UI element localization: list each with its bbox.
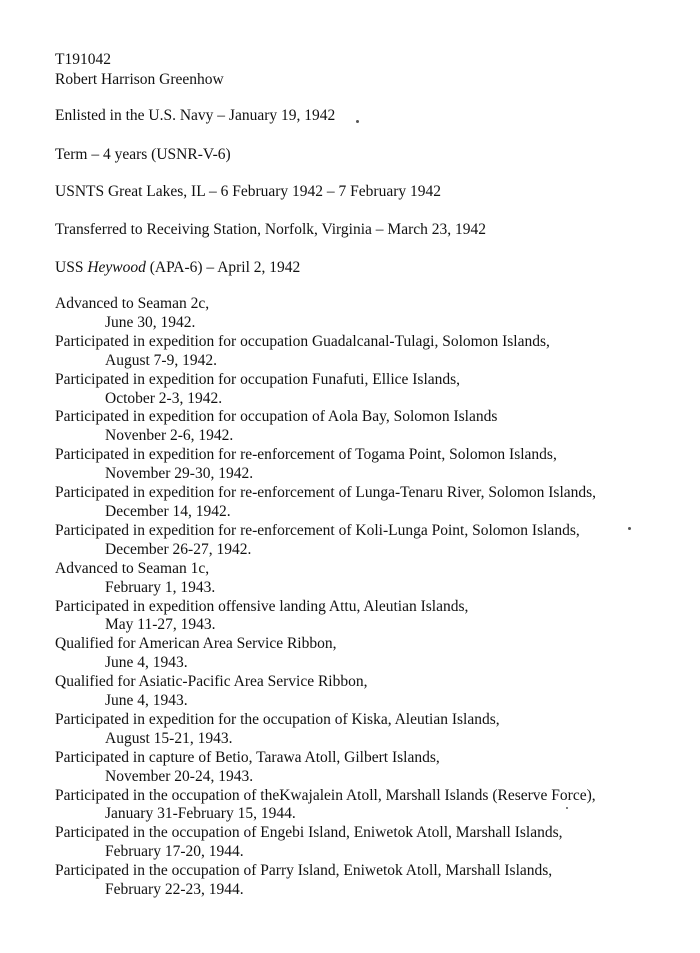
entry-date: January 31-February 15, 1944. <box>105 805 296 823</box>
entry-date: June 4, 1943. <box>105 692 188 710</box>
entry-text: Participated in expedition for re-enforcement of Lunga-Tenaru River, Solomon Islands, <box>55 484 597 502</box>
service-entry <box>55 295 655 333</box>
entry-text: Participated in expedition for occupation of Aola Bay, Solomon Islands <box>55 408 498 426</box>
great-lakes-line: USNTS Great Lakes, IL – 6 February 1942 – 7 February 1942 <box>55 183 441 200</box>
service-entry <box>55 560 655 598</box>
record-id: T191042 <box>55 51 111 68</box>
term-line: Term – 4 years (USNR-V-6) <box>55 146 231 163</box>
entry-text: Participated in expedition for re-enforcement of Togama Point, Solomon Islands, <box>55 446 557 464</box>
entry-date: December 26-27, 1942. <box>105 540 252 558</box>
entry-date: February 1, 1943. <box>105 578 216 596</box>
entry-text: Participated in expedition for occupation Guadalcanal-Tulagi, Solomon Islands, <box>55 332 550 350</box>
service-entry <box>55 787 655 825</box>
enlistment-line: Enlisted in the U.S. Navy – January 19, 1942 <box>55 107 336 124</box>
service-entry <box>55 333 655 371</box>
document-header <box>55 50 224 90</box>
entry-date: Novenber 2-6, 1942. <box>105 427 234 445</box>
transfer-line: Transferred to Receiving Station, Norfolk, Virginia – March 23, 1942 <box>55 221 486 238</box>
service-entries <box>55 295 655 900</box>
entry-date: February 17-20, 1944. <box>105 843 244 861</box>
entry-text: Participated in expedition for occupation Funafuti, Ellice Islands, <box>55 370 461 388</box>
ship-prefix: USS <box>55 259 88 276</box>
entry-date: December 14, 1942. <box>105 502 231 520</box>
ship-name: Heywood <box>87 259 146 276</box>
entry-text: Participated in the occupation of Parry Island, Eniwetok Atoll, Marshall Islands, <box>55 862 553 880</box>
ship-suffix: (APA-6) – April 2, 1942 <box>145 259 301 276</box>
service-entry <box>55 371 655 409</box>
entry-date: August 7-9, 1942. <box>105 351 217 369</box>
service-entry <box>55 824 655 862</box>
service-entry <box>55 711 655 749</box>
service-entry <box>55 635 655 673</box>
entry-text: Qualified for Asiatic-Pacific Area Service Ribbon, <box>55 673 368 691</box>
sailor-name: Robert Harrison Greenhow <box>55 71 224 88</box>
entry-date: June 30, 1942. <box>105 313 196 331</box>
service-entry <box>55 522 655 560</box>
entry-text: Participated in expedition offensive landing Attu, Aleutian Islands, <box>55 597 469 615</box>
entry-date: November 29-30, 1942. <box>105 465 254 483</box>
service-entry <box>55 598 655 636</box>
entry-text: Participated in expedition for re-enforcement of Koli-Lunga Point, Solomon Islands, <box>55 521 580 539</box>
service-entry <box>55 408 655 446</box>
entry-date: February 22-23, 1944. <box>105 881 244 899</box>
scan-speck <box>628 527 631 530</box>
service-entry <box>55 484 655 522</box>
entry-text: Advanced to Seaman 1c, <box>55 559 210 577</box>
entry-date: May 11-27, 1943. <box>105 616 216 634</box>
scan-speck <box>566 807 568 809</box>
entry-text: Participated in the occupation of theKwajalein Atoll, Marshall Islands (Reserve Force), <box>55 786 596 804</box>
scan-speck <box>356 120 359 123</box>
entry-text: Participated in the occupation of Engebi Island, Eniwetok Atoll, Marshall Islands, <box>55 824 563 842</box>
entry-date: November 20-24, 1943. <box>105 767 254 785</box>
entry-text: Participated in capture of Betio, Tarawa Atoll, Gilbert Islands, <box>55 748 440 766</box>
service-entry <box>55 749 655 787</box>
entry-text: Participated in expedition for the occupation of Kiska, Aleutian Islands, <box>55 710 500 728</box>
entry-date: August 15-21, 1943. <box>105 729 233 747</box>
entry-date: June 4, 1943. <box>105 654 188 672</box>
entry-text: Qualified for American Area Service Ribbon, <box>55 635 337 653</box>
service-entry <box>55 673 655 711</box>
ship-assignment-line <box>55 258 300 278</box>
entry-text: Advanced to Seaman 2c, <box>55 295 210 312</box>
entry-date: October 2-3, 1942. <box>105 389 223 407</box>
service-entry <box>55 446 655 484</box>
service-entry <box>55 862 655 900</box>
